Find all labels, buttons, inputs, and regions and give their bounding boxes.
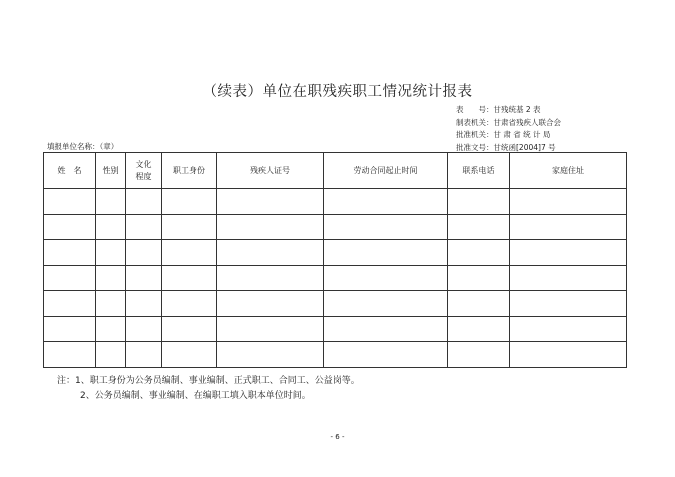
header-contract-period: 劳动合同起止时间: [324, 153, 448, 189]
meta-issuing-authority: 制表机关：甘肃省残疾人联合会: [456, 117, 561, 127]
table-cell[interactable]: [96, 265, 126, 291]
table-cell[interactable]: [217, 265, 324, 291]
footnote-1: 注：1、职工身份为公务员编制、事业编制、正式职工、合同工、公益岗等。: [57, 376, 360, 386]
table-cell[interactable]: [324, 240, 448, 266]
table-cell[interactable]: [96, 291, 126, 317]
table-cell[interactable]: [44, 342, 96, 368]
table-cell[interactable]: [324, 291, 448, 317]
table-cell[interactable]: [96, 316, 126, 342]
table-row: [44, 240, 627, 266]
table-cell[interactable]: [510, 214, 627, 240]
table-row: [44, 189, 627, 215]
table-cell[interactable]: [44, 291, 96, 317]
table-cell[interactable]: [162, 214, 217, 240]
header-name: 姓 名: [44, 153, 96, 189]
meta-approval-number: 批准文号：甘统函[2004]7 号: [456, 142, 556, 152]
staff-table: [43, 152, 627, 368]
footnote-2: 2、公务员编制、事业编制、在编职工填入职本单位时间。: [80, 391, 311, 401]
meta-form-number: 表 号：甘残统基 2 表: [456, 105, 541, 114]
table-cell[interactable]: [44, 189, 96, 215]
table-cell[interactable]: [162, 316, 217, 342]
header-gender: 性别: [96, 153, 126, 189]
table-cell[interactable]: [96, 214, 126, 240]
table-cell[interactable]: [217, 240, 324, 266]
page-number: - 6 -: [330, 433, 345, 441]
table-cell[interactable]: [324, 214, 448, 240]
table-cell[interactable]: [448, 316, 510, 342]
table-cell[interactable]: [96, 240, 126, 266]
table-cell[interactable]: [510, 316, 627, 342]
table-cell[interactable]: [162, 265, 217, 291]
table-cell[interactable]: [96, 342, 126, 368]
table-row: [44, 291, 627, 317]
table-cell[interactable]: [126, 316, 162, 342]
table-cell[interactable]: [448, 189, 510, 215]
table-cell[interactable]: [126, 291, 162, 317]
table-cell[interactable]: [126, 240, 162, 266]
table-cell[interactable]: [162, 342, 217, 368]
table-cell[interactable]: [510, 189, 627, 215]
table-cell[interactable]: [96, 189, 126, 215]
table-cell[interactable]: [44, 240, 96, 266]
meta-approval-authority: 批准机关：甘 肃 省 统 计 局: [456, 130, 551, 139]
footnotes: [57, 374, 360, 404]
table-cell[interactable]: [217, 189, 324, 215]
table-row: [44, 342, 627, 368]
table-cell[interactable]: [324, 265, 448, 291]
table-cell[interactable]: [448, 240, 510, 266]
table-cell[interactable]: [448, 342, 510, 368]
report-title: （续表）单位在职残疾职工情况统计报表: [202, 84, 473, 100]
report-meta: [456, 104, 561, 154]
table-cell[interactable]: [162, 291, 217, 317]
table-cell[interactable]: [44, 214, 96, 240]
header-phone: 联系电话: [448, 153, 510, 189]
table-row: [44, 265, 627, 291]
table-cell[interactable]: [126, 214, 162, 240]
table-cell[interactable]: [217, 291, 324, 317]
table-header-row: [44, 153, 627, 189]
header-employee-status: 职工身份: [162, 153, 217, 189]
header-disability-cert: 残疾人证号: [217, 153, 324, 189]
table-cell[interactable]: [510, 291, 627, 317]
table-cell[interactable]: [162, 240, 217, 266]
table-cell[interactable]: [217, 316, 324, 342]
header-education: [126, 153, 162, 189]
table-cell[interactable]: [448, 291, 510, 317]
table-cell[interactable]: [324, 342, 448, 368]
table-cell[interactable]: [126, 265, 162, 291]
table-cell[interactable]: [510, 240, 627, 266]
header-address: 家庭住址: [510, 153, 627, 189]
table-cell[interactable]: [448, 265, 510, 291]
reporting-unit-label: 填报单位名称：（章）: [47, 142, 119, 151]
table-cell[interactable]: [44, 316, 96, 342]
table-cell[interactable]: [510, 265, 627, 291]
header-education-label: 文化程度: [135, 159, 152, 181]
table-cell[interactable]: [44, 265, 96, 291]
table-cell[interactable]: [162, 189, 217, 215]
table-cell[interactable]: [324, 189, 448, 215]
table-cell[interactable]: [126, 342, 162, 368]
table-cell[interactable]: [510, 342, 627, 368]
table-row: [44, 214, 627, 240]
table-cell[interactable]: [217, 214, 324, 240]
table-cell[interactable]: [217, 342, 324, 368]
table-cell[interactable]: [324, 316, 448, 342]
table-row: [44, 316, 627, 342]
table-cell[interactable]: [126, 189, 162, 215]
table-cell[interactable]: [448, 214, 510, 240]
